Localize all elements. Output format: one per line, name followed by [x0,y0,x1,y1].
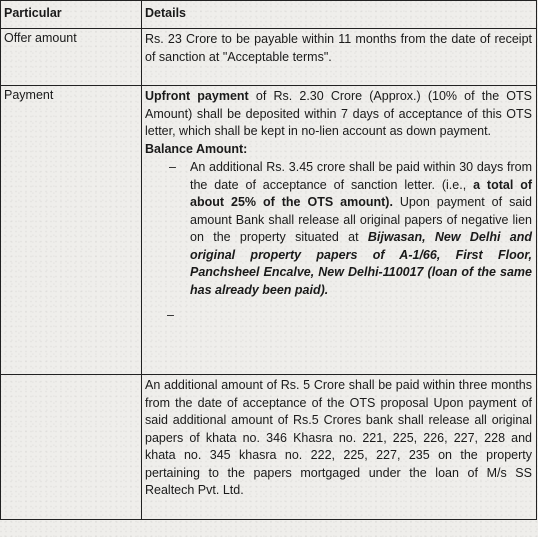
header-details: Details [142,1,537,29]
upfront-payment-heading: Upfront payment [145,89,249,103]
upfront-payment-paragraph [145,88,532,141]
payment-label: Payment [1,86,142,375]
bullet-bold-text: a total of about 25% of the OTS amount). [190,177,532,209]
balance-amount-heading: Balance Amount: [145,141,248,156]
additional-amount-text: An additional amount of Rs. 5 Crore shall be paid within three months from the date of acceptance of the OTS proposal Upon payment of said additional amount of Rs.5 Crores bank shall release all original papers of khata no. 346 Khasra no. 221, 225, 226, 227, 228 and khata no. 345 khasra no. 222, 225, 227, 235 on the property pertaining to the papers mortgaged under the loan of M/s SS Realtech Pvt. Ltd. [145,378,532,497]
table-header-row [1,1,537,29]
offer-amount-text: Rs. 23 Crore to be payable within 11 months from the date of receipt of sanction at "Acceptable terms". [145,32,532,64]
header-particular: Particular [1,1,142,29]
balance-bullet-item [169,159,532,299]
bullet-dash: – [169,160,176,174]
payment-details [142,86,537,375]
balance-bullet-text [190,159,532,299]
table-row [1,375,537,520]
extra-label [1,375,142,520]
bullet-text-part-1: An additional Rs. 3.45 crore shall be paid within 30 days from the date of acceptance of sanction letter. (i.e., [190,160,532,192]
table-row [1,86,537,375]
stray-dash: – [167,308,174,322]
table-row [1,29,537,86]
bullet-text-part-2: Upon payment of said amount Bank shall release all original papers of negative lien on the property situated at [190,195,532,244]
property-address-text: Bijwasan, New Delhi and original property papers of A-1/66, First Floor, Panchsheel Encalve, New Delhi-110017 (loan of the same has already been paid). [190,230,532,297]
offer-amount-details [142,29,537,86]
offer-amount-label: Offer amount [1,29,142,86]
upfront-payment-text: of Rs. 2.30 Crore (Approx.) (10% of the OTS Amount) shall be deposited within 7 days of acceptance of this OTS letter, which shall be kept in no-lien account as down payment. [145,89,533,138]
extra-details [142,375,537,520]
